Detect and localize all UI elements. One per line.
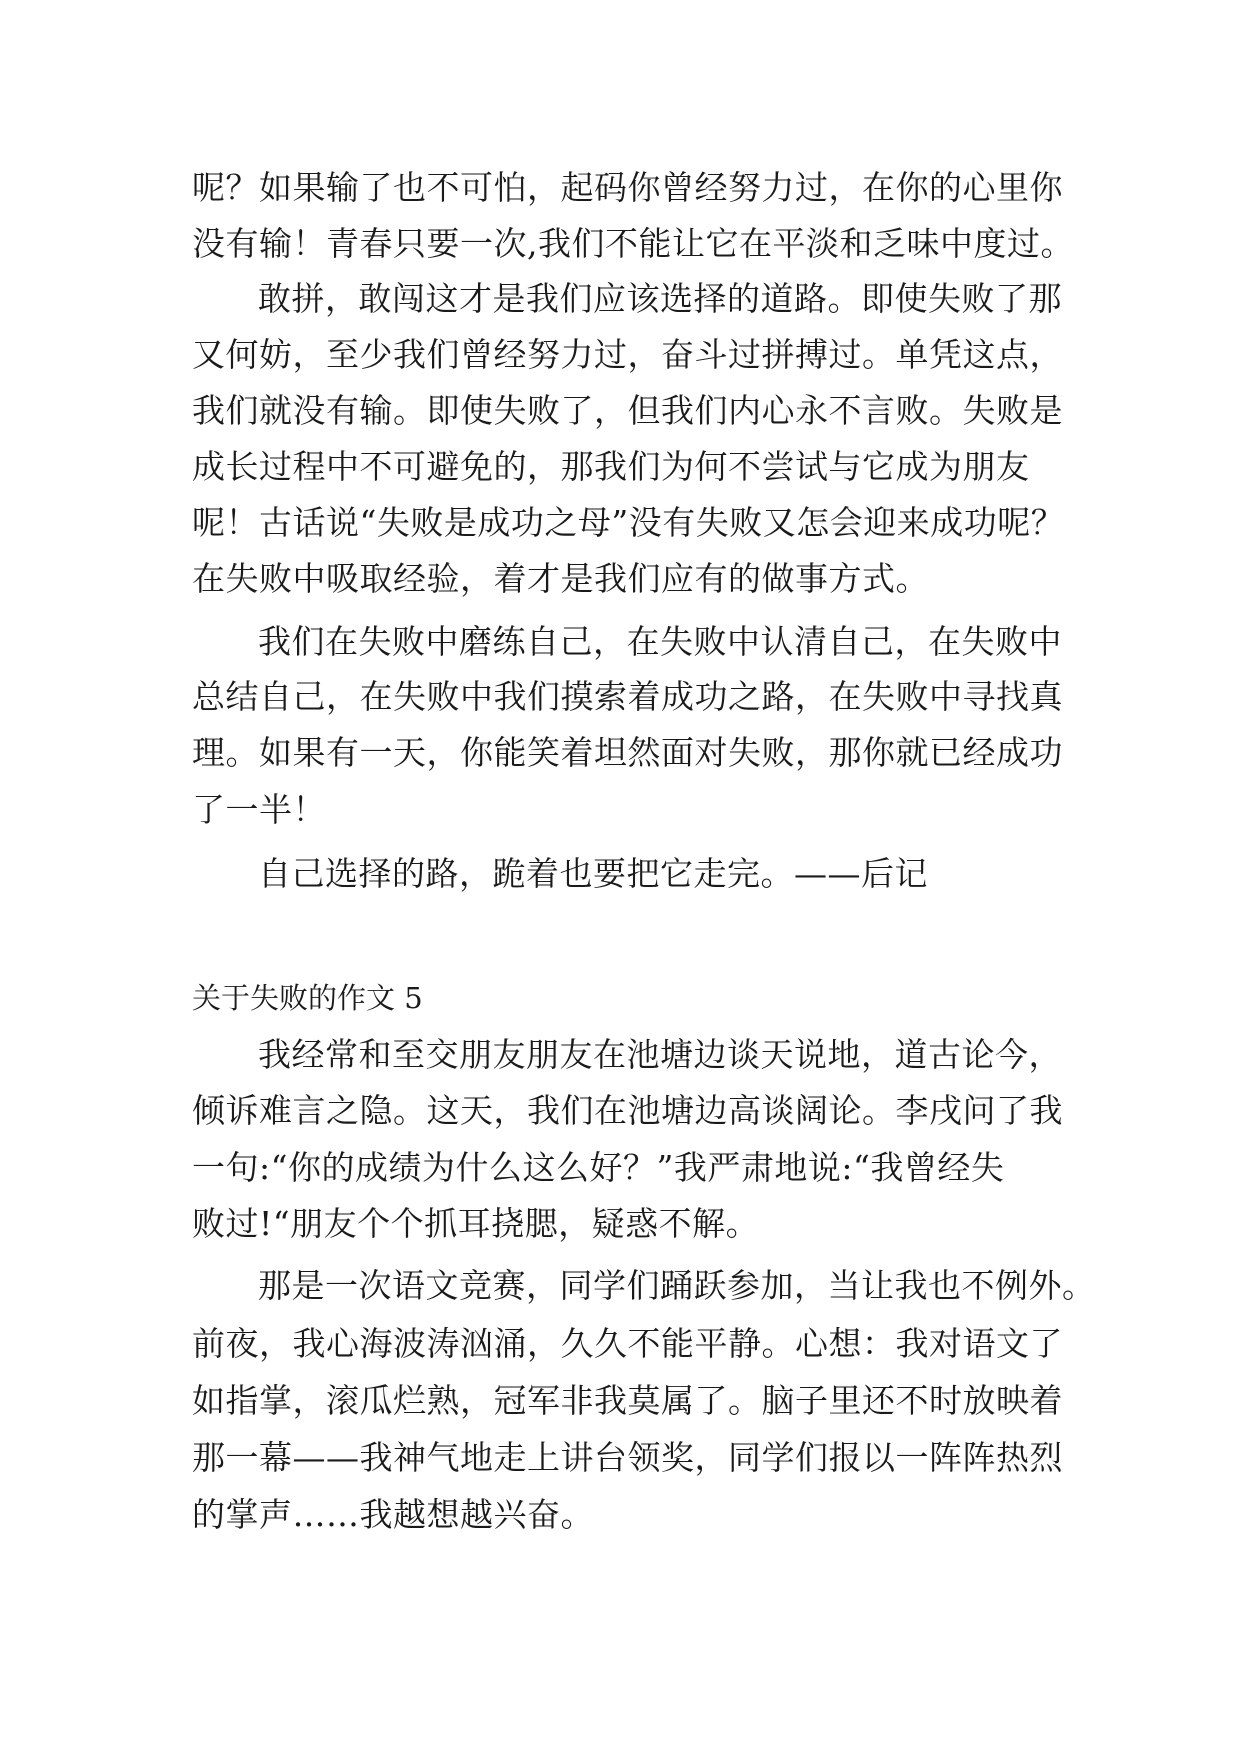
text-line: 倾诉难言之隐。这天，我们在池塘边高谈阔论。李戌问了我 (192, 1091, 1063, 1130)
text-line: 没有输！青春只要一次,我们不能让它在平淡和乏味中度过。 (192, 224, 1074, 263)
section-heading: 关于失败的作文 5 (192, 981, 423, 1015)
text-line: 理。如果有一天，你能笑着坦然面对失败，那你就已经成功 (192, 733, 1063, 772)
text-line: 前夜，我心海波涛汹涌，久久不能平静。心想：我对语文了 (192, 1324, 1063, 1363)
text-line: 一句:“你的成绩为什么这么好？”我严肃地说:“我曾经失 (192, 1148, 1005, 1187)
text-line: 了一半！ (192, 790, 326, 829)
text-line: 在失败中吸取经验，着才是我们应有的做事方式。 (192, 559, 929, 598)
paragraph-start: 敢拼，敢闯这才是我们应该选择的道路。即使失败了那 (258, 279, 1062, 318)
text-line: 又何妨，至少我们曾经努力过，奋斗过拼搏过。单凭这点， (192, 335, 1063, 374)
text-line: 那一幕——我神气地走上讲台领奖，同学们报以一阵阵热烈 (192, 1438, 1063, 1477)
paragraph-start: 我经常和至交朋友朋友在池塘边谈天说地，道古论今， (258, 1035, 1062, 1074)
paragraph-start: 我们在失败中磨练自己，在失败中认清自己，在失败中 (258, 622, 1062, 661)
paragraph-start: 那是一次语文竞赛，同学们踊跃参加，当让我也不例外。 (258, 1266, 1096, 1305)
text-line: 成长过程中不可避免的，那我们为何不尝试与它成为朋友 (192, 447, 1030, 486)
text-line: 的掌声……我越想越兴奋。 (192, 1495, 594, 1534)
text-line: 我们就没有输。即使失败了，但我们内心永不言败。失败是 (192, 391, 1063, 430)
text-line: 呢！古话说“失败是成功之母”没有失败又怎会迎来成功呢？ (192, 503, 1065, 542)
text-line: 呢？如果输了也不可怕，起码你曾经努力过，在你的心里你 (192, 168, 1063, 207)
text-line: 败过!“朋友个个抓耳挠腮，疑惑不解。 (192, 1204, 760, 1243)
paragraph-start: 自己选择的路，跪着也要把它走完。——后记 (258, 854, 928, 893)
text-line: 如指掌，滚瓜烂熟，冠军非我莫属了。脑子里还不时放映着 (192, 1381, 1063, 1420)
text-line: 总结自己，在失败中我们摸索着成功之路，在失败中寻找真 (192, 677, 1063, 716)
